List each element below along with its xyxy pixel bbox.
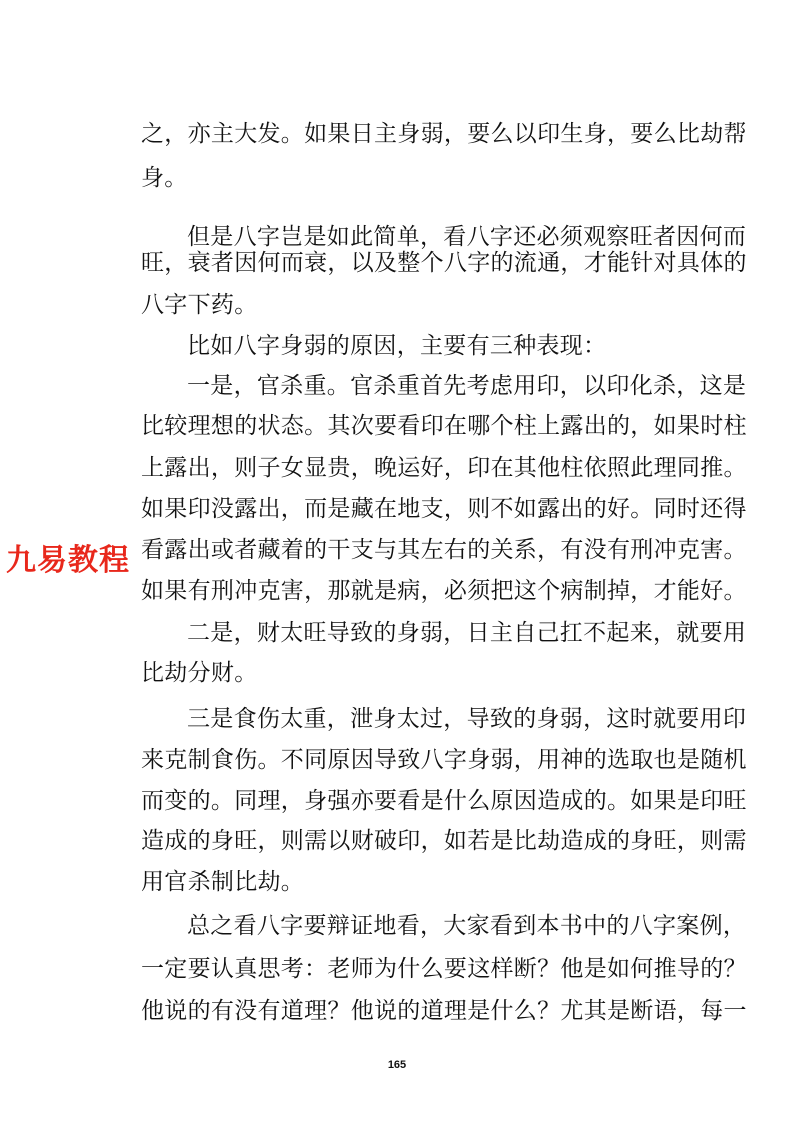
text-line: 如果有刑冲克害，那就是病，必须把这个病制掉，才能好。: [141, 578, 747, 604]
text-line: 比较理想的状态。其次要看印在哪个柱上露出的，如果时柱: [141, 413, 747, 439]
paragraph-first-line: 比如八字身弱的原因，主要有三种表现：: [187, 333, 607, 359]
text-line: 之，亦主大发。如果日主身弱，要么以印生身，要么比劫帮: [141, 121, 747, 147]
text-line: 身。: [141, 165, 188, 191]
text-line: 如果印没露出，而是藏在地支，则不如露出的好。同时还得: [141, 496, 747, 522]
page-number: 165: [387, 1059, 407, 1071]
text-line: 看露出或者藏着的干支与其左右的关系，有没有刑冲克害。: [141, 537, 747, 563]
text-line: 一定要认真思考：老师为什么要这样断？他是如何推导的？: [141, 956, 747, 982]
text-line: 八字下药。: [141, 292, 258, 318]
text-line: 用官杀制比劫。: [141, 869, 305, 895]
watermark-logo: 九易教程: [6, 543, 130, 578]
paragraph-first-line: 三是食伤太重，泄身太过，导致的身弱，这时就要用印: [187, 706, 747, 732]
paragraph-first-line: 但是八字岂是如此简单，看八字还必须观察旺者因何而: [187, 224, 747, 250]
paragraph-first-line: 总之看八字要辩证地看，大家看到本书中的八字案例，: [187, 913, 747, 939]
text-line: 而变的。同理，身强亦要看是什么原因造成的。如果是印旺: [141, 788, 747, 814]
paragraph-first-line: 一是，官杀重。官杀重首先考虑用印，以印化杀，这是: [187, 373, 747, 399]
text-line: 上露出，则子女显贵，晚运好，印在其他柱依照此理同推。: [141, 455, 747, 481]
text-line: 旺，衰者因何而衰，以及整个八字的流通，才能针对具体的: [141, 250, 747, 276]
text-line: 他说的有没有道理？他说的道理是什么？尤其是断语，每一: [141, 998, 747, 1024]
text-line: 比劫分财。: [141, 660, 258, 686]
text-line: 来克制食伤。不同原因导致八字身弱，用神的选取也是随机: [141, 747, 747, 773]
paragraph-first-line: 二是，财太旺导致的身弱，日主自己扛不起来，就要用: [187, 620, 747, 646]
text-line: 造成的身旺，则需以财破印，如若是比劫造成的身旺，则需: [141, 828, 747, 854]
